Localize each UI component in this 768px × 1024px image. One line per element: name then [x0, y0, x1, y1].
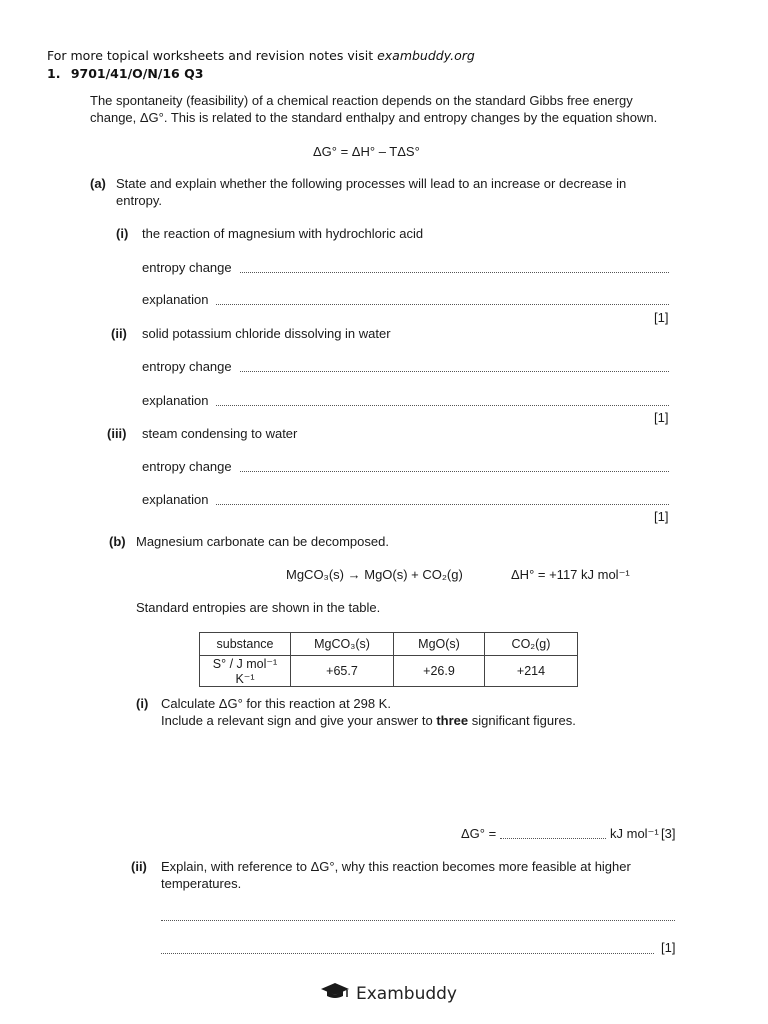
part-b-ii-line-2: temperatures.	[161, 876, 242, 891]
table-row	[200, 656, 578, 687]
table-row-label: S° / J mol⁻¹ K⁻¹	[200, 656, 291, 687]
part-b-ii-line-1: Explain, with reference to ΔG°, why this reaction becomes more feasible at higher	[161, 859, 631, 874]
line2-pre: Include a relevant sign and give your answer to	[161, 713, 437, 728]
explanation-answer-line[interactable]	[216, 393, 669, 406]
intro-line-1: The spontaneity (feasibility) of a chemical reaction depends on the standard Gibbs free energy	[90, 93, 633, 108]
gibbs-answer-line[interactable]	[500, 826, 606, 839]
exambuddy-logo	[320, 981, 457, 1006]
part-a-label: (a)	[90, 176, 106, 191]
explanation-label: explanation	[142, 292, 209, 307]
entropy-change-answer-line[interactable]	[240, 459, 669, 472]
table-intro: Standard entropies are shown in the table.	[136, 600, 381, 615]
table-header-cell: MgO(s)	[394, 633, 485, 656]
entropy-table	[199, 632, 578, 687]
part-a-ii-text: solid potassium chloride dissolving in water	[142, 326, 391, 341]
part-b-i-label: (i)	[136, 696, 149, 711]
entropy-change-answer-line[interactable]	[240, 359, 669, 372]
line2-post: significant figures.	[468, 713, 576, 728]
entropy-change-answer-line[interactable]	[240, 260, 669, 273]
table-header-cell: CO₂(g)	[485, 633, 578, 656]
answer-line[interactable]	[161, 941, 654, 954]
explanation-answer-line[interactable]	[216, 292, 669, 305]
table-header-cell: substance	[200, 633, 291, 656]
table-cell: +26.9	[394, 656, 485, 687]
explanation-label: explanation	[142, 492, 209, 507]
question-header	[47, 66, 203, 81]
intro-line-2: change, ΔG°. This is related to the standard enthalpy and entropy changes by the equation shown.	[90, 110, 658, 125]
graduation-cap-icon	[320, 981, 350, 1006]
promo-line	[47, 48, 475, 63]
mark-allocation: [1]	[654, 410, 669, 425]
table-header-cell: MgCO₃(s)	[291, 633, 394, 656]
part-b-text: Magnesium carbonate can be decomposed.	[136, 534, 389, 549]
part-a-ii-label: (ii)	[111, 326, 127, 341]
mark-allocation: [3]	[661, 826, 676, 841]
part-a-iii-label: (iii)	[107, 426, 127, 441]
explanation-answer-line[interactable]	[216, 492, 669, 505]
gibbs-equation: ΔG° = ΔH° – TΔS°	[313, 144, 420, 159]
promo-site-link[interactable]: exambuddy.org	[377, 48, 475, 63]
decomposition-reaction: MgCO₃(s) → MgO(s) + CO₂(g)	[286, 567, 463, 582]
logo-text: Exambuddy	[356, 983, 457, 1004]
table-cell: +214	[485, 656, 578, 687]
part-a-iii-text: steam condensing to water	[142, 426, 298, 441]
part-b-label: (b)	[109, 534, 126, 549]
gibbs-answer-unit: kJ mol⁻¹	[610, 826, 659, 841]
entropy-change-label: entropy change	[142, 459, 232, 474]
mark-allocation: [1]	[654, 310, 669, 325]
part-a-line-2: entropy.	[116, 193, 163, 208]
mark-allocation: [1]	[654, 509, 669, 524]
question-number: 1.	[47, 66, 61, 81]
part-a-i-text: the reaction of magnesium with hydrochloric acid	[142, 226, 424, 241]
entropy-change-label: entropy change	[142, 359, 232, 374]
part-b-i-line-1: Calculate ΔG° for this reaction at 298 K.	[161, 696, 391, 711]
entropy-change-label: entropy change	[142, 260, 232, 275]
line2-bold: three	[436, 713, 469, 728]
promo-prefix: For more topical worksheets and revision notes visit	[47, 48, 378, 63]
answer-line[interactable]	[161, 908, 675, 921]
table-cell: +65.7	[291, 656, 394, 687]
explanation-label: explanation	[142, 393, 209, 408]
mark-allocation: [1]	[661, 940, 676, 955]
part-b-i-line-2	[161, 713, 576, 730]
gibbs-answer-prefix: ΔG° =	[461, 826, 497, 841]
question-code: 9701/41/O/N/16 Q3	[70, 66, 204, 81]
part-a-line-1: State and explain whether the following processes will lead to an increase or decrease in	[116, 176, 627, 191]
table-header-row	[200, 633, 578, 656]
reaction-enthalpy: ΔH° = +117 kJ mol⁻¹	[511, 567, 630, 582]
part-b-ii-label: (ii)	[131, 859, 147, 874]
part-a-i-label: (i)	[116, 226, 129, 241]
